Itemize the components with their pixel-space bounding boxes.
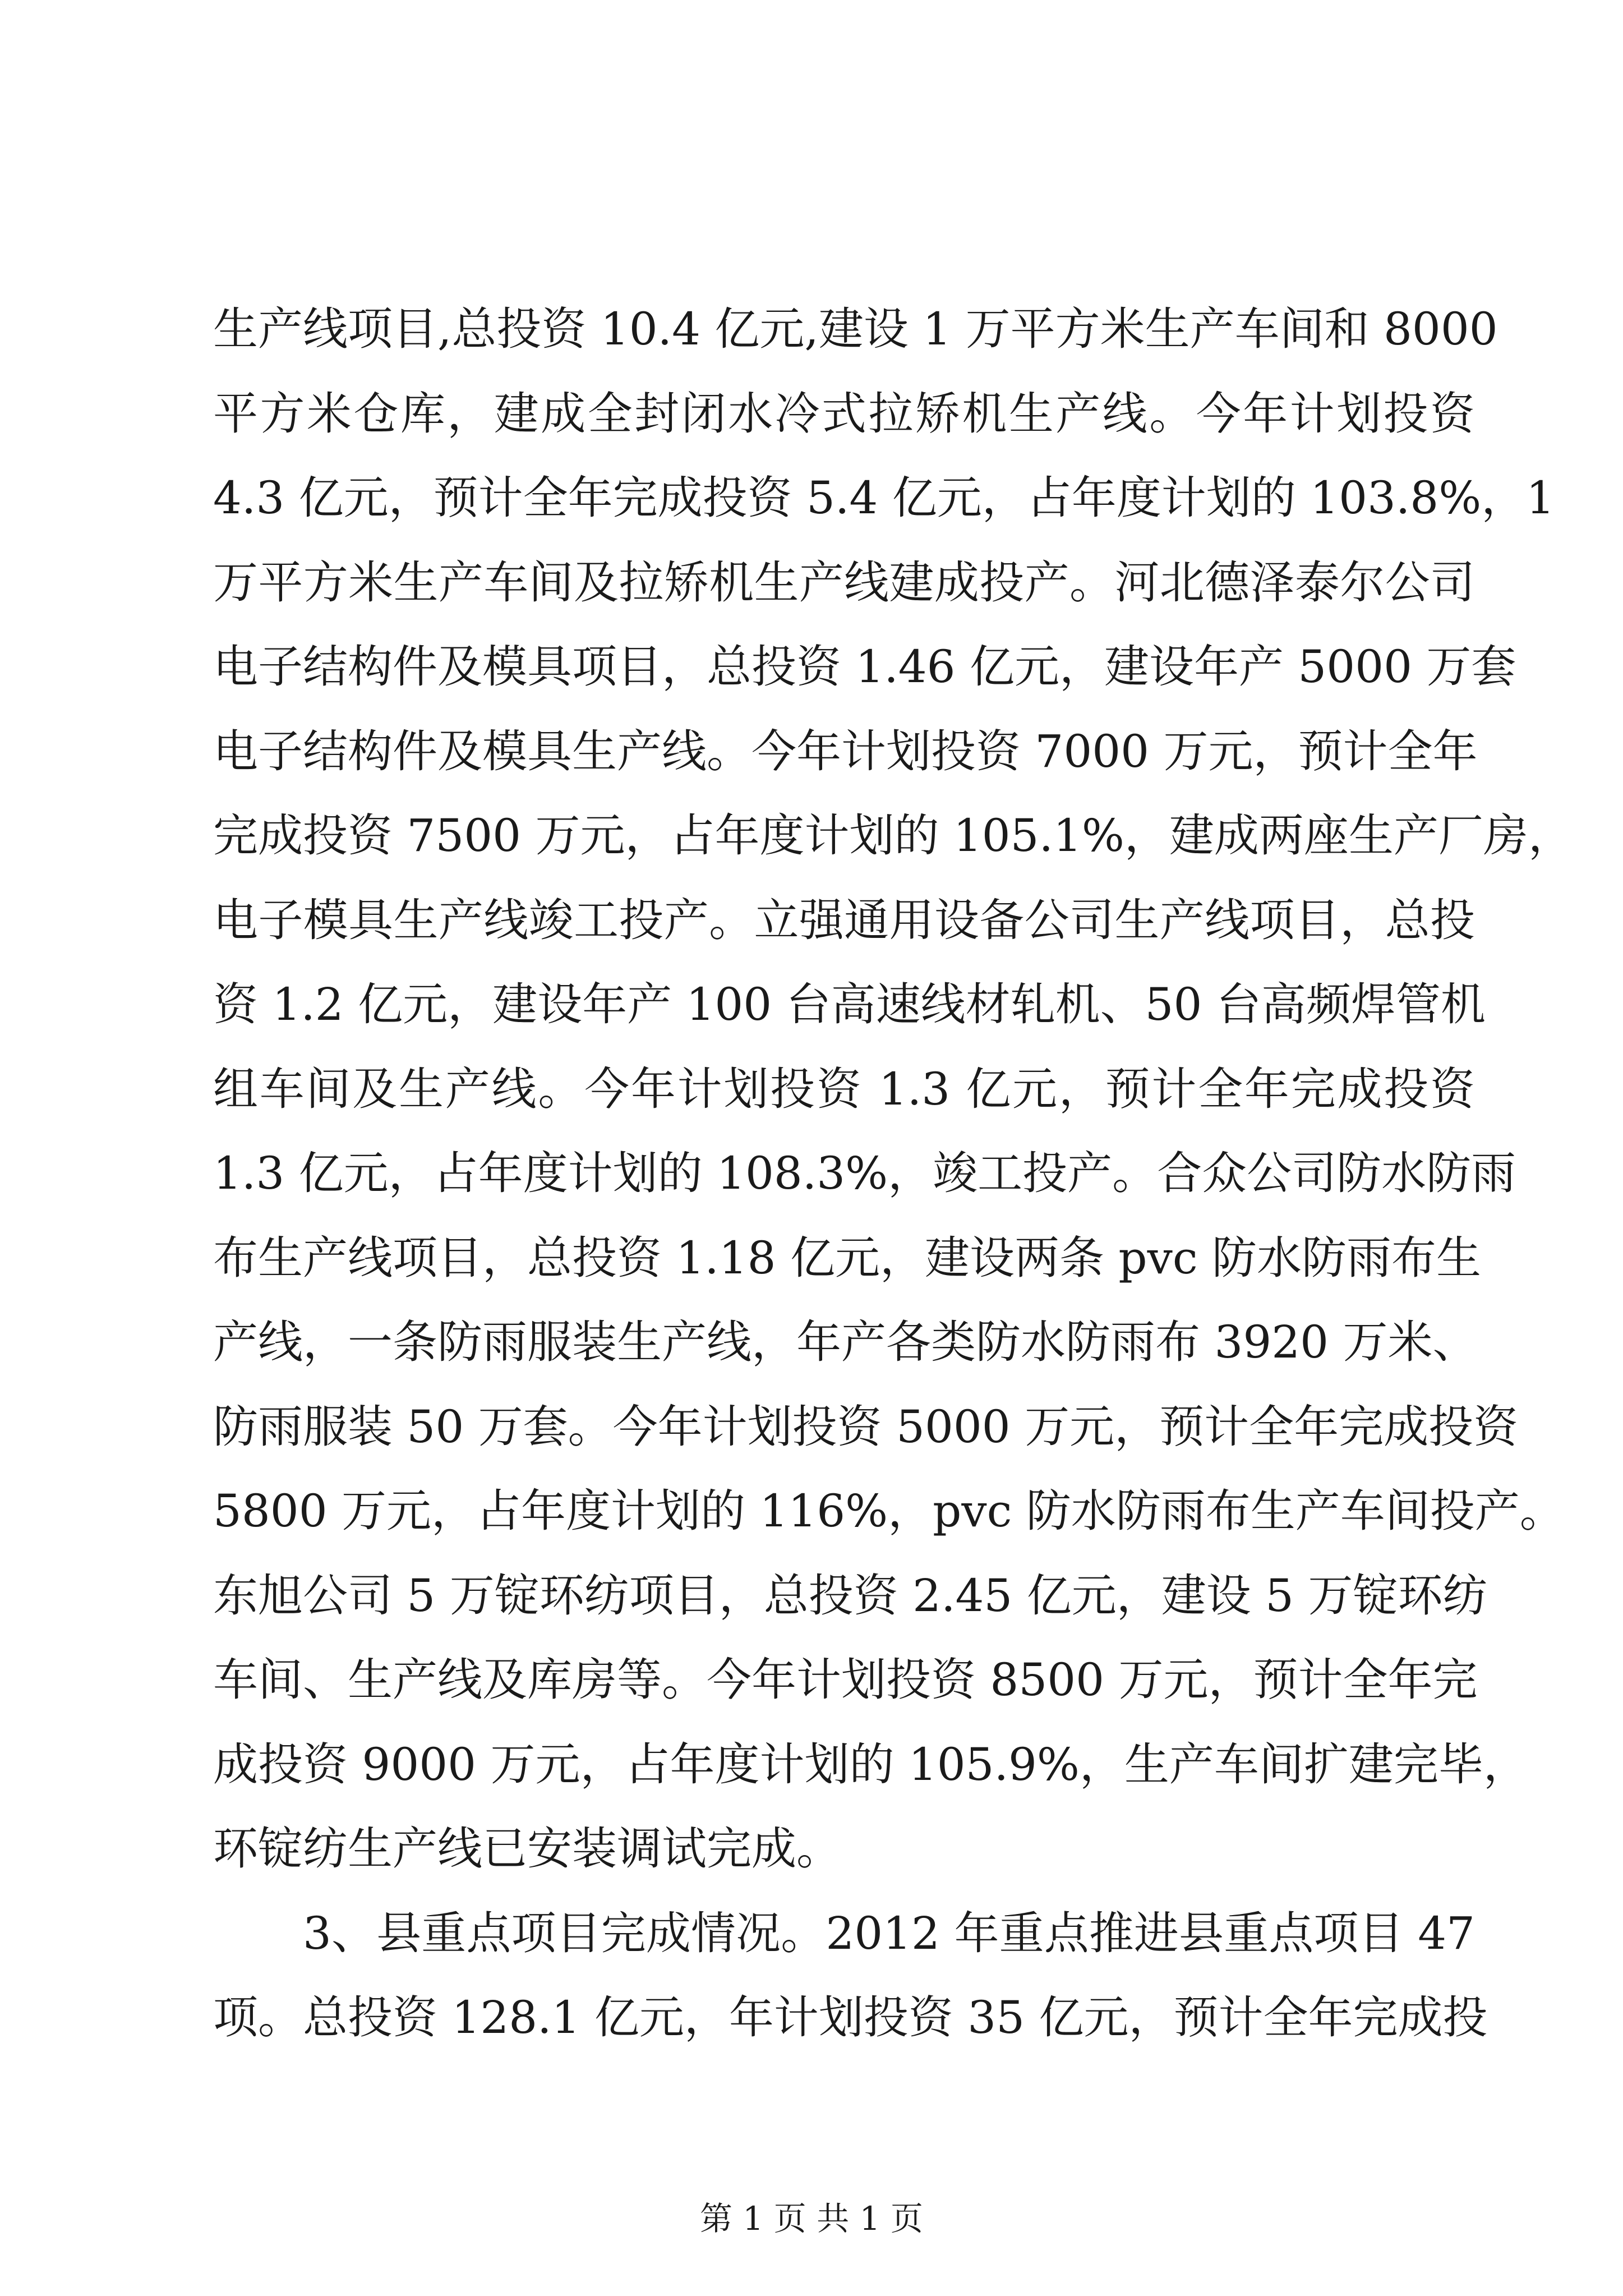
paragraph-line: 3、县重点项目完成情况。2012 年重点推进县重点项目 47 <box>303 1907 1475 1959</box>
paragraph-line: 万平方米生产车间及拉矫机生产线建成投产。河北德泽泰尔公司 <box>213 556 1475 609</box>
paragraph-line: 电子结构件及模具生产线。今年计划投资 7000 万元，预计全年 <box>213 725 1478 777</box>
paragraph-line: 电子模具生产线竣工投产。立强通用设备公司生产线项目，总投 <box>213 894 1475 946</box>
paragraph-line: 资 1.2 亿元，建设年产 100 台高速线材轧机、50 台高频焊管机 <box>213 978 1486 1030</box>
page-footer: 第 1 页 共 1 页 <box>700 2200 923 2238</box>
paragraph-line: 成投资 9000 万元，占年度计划的 105.9%，生产车间扩建完毕， <box>213 1738 1528 1791</box>
paragraph-line: 生产线项目,总投资 10.4 亿元,建设 1 万平方米生产车间和 8000 <box>213 303 1498 355</box>
paragraph-line: 东旭公司 5 万锭环纺项目，总投资 2.45 亿元，建设 5 万锭环纺 <box>213 1570 1488 1622</box>
paragraph-line: 电子结构件及模具项目，总投资 1.46 亿元，建设年产 5000 万套 <box>213 641 1516 693</box>
paragraph-line: 环锭纺生产线已安装调试完成。 <box>213 1823 841 1875</box>
paragraph-line: 1.3 亿元，占年度计划的 108.3%，竣工投产。合众公司防水防雨 <box>213 1147 1516 1199</box>
paragraph-line: 5800 万元，占年度计划的 116%，pvc 防水防雨布生产车间投产。 <box>213 1485 1565 1537</box>
paragraph-line: 平方米仓库，建成全封闭水冷式拉矫机生产线。今年计划投资 <box>213 388 1475 440</box>
paragraph-line: 4.3 亿元，预计全年完成投资 5.4 亿元，占年度计划的 103.8%，1 <box>213 472 1555 524</box>
paragraph-line: 车间、生产线及库房等。今年计划投资 8500 万元，预计全年完 <box>213 1654 1478 1706</box>
paragraph-line: 产线，一条防雨服装生产线，年产各类防水防雨布 3920 万米、 <box>213 1316 1478 1368</box>
paragraph-line: 防雨服装 50 万套。今年计划投资 5000 万元，预计全年完成投资 <box>213 1401 1519 1453</box>
paragraph-line: 完成投资 7500 万元，占年度计划的 105.1%，建成两座生产厂房， <box>213 809 1573 862</box>
paragraph-line: 项。总投资 128.1 亿元，年计划投资 35 亿元，预计全年完成投 <box>213 1991 1488 2044</box>
paragraph-line: 组车间及生产线。今年计划投资 1.3 亿元，预计全年完成投资 <box>213 1063 1475 1115</box>
paragraph-line: 布生产线项目，总投资 1.18 亿元，建设两条 pvc 防水防雨布生 <box>213 1232 1482 1284</box>
